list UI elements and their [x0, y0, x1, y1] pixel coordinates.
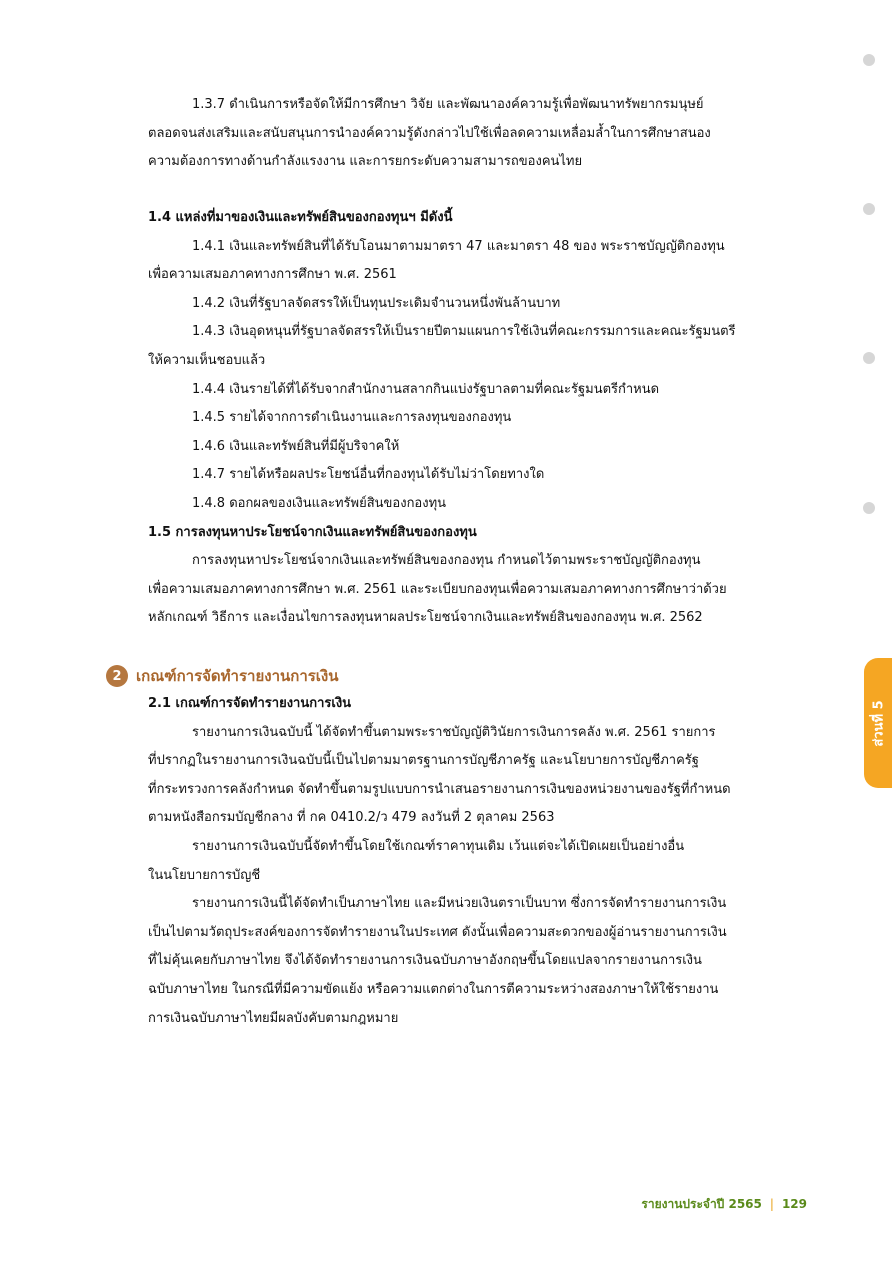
section-1-5-heading: 1.5 การลงทุนหาประโยชน์จากเงินและทรัพย์สินของกองทุน	[148, 524, 477, 540]
intro-line: ตลอดจนส่งเสริมและสนับสนุนการนำองค์ความรู้ดังกล่าวไปใช้เพื่อลดความเหลื่อมล้ำในการศึกษาสนอง	[148, 125, 711, 141]
para3-line: ที่ไม่คุ้นเคยกับภาษาไทย จึงได้จัดทำรายงานการเงินฉบับภาษาอังกฤษขึ้นโดยแปลจากรายงานการเงิน	[148, 953, 702, 969]
section-side-tab[interactable]	[864, 658, 892, 788]
item-1-4-1-cont: เพื่อความเสมอภาคทางการศึกษา พ.ศ. 2561	[148, 267, 397, 283]
intro-line: 1.3.7 ดำเนินการหรือจัดให้มีการศึกษา วิจัย และพัฒนาองค์ความรู้เพื่อพัฒนาทรัพยากรมนุษย์	[192, 97, 704, 112]
intro-line: ความต้องการทางด้านกำลังแรงงาน และการยกระดับความสามารถของคนไทย	[148, 154, 583, 170]
page-footer	[641, 1195, 807, 1214]
para3-line: การเงินฉบับภาษาไทยมีผลบังคับตามกฎหมาย	[148, 1010, 399, 1026]
para3-line: รายงานการเงินนี้ได้จัดทำเป็นภาษาไทย และมีหน่วยเงินตราเป็นบาท ซึ่งการจัดทำรายงานการเงิน	[192, 896, 727, 912]
item-1-4-4: 1.4.4 เงินรายได้ที่ได้รับจากสำนักงานสลากกินแบ่งรัฐบาลตามที่คณะรัฐมนตรีกำหนด	[192, 381, 660, 397]
footer-separator: |	[769, 1197, 774, 1211]
para1-line: รายงานการเงินฉบับนี้ ได้จัดทำขึ้นตามพระราชบัญญัติวินัยการเงินการคลัง พ.ศ. 2561 รายการ	[192, 724, 716, 740]
para2-line: รายงานการเงินฉบับนี้จัดทำขึ้นโดยใช้เกณฑ์ราคาทุนเดิม เว้นแต่จะได้เปิดเผยเป็นอย่างอื่น	[192, 838, 685, 854]
item-1-4-1: 1.4.1 เงินและทรัพย์สินที่ได้รับโอนมาตามมาตรา 47 และมาตรา 48 ของ พระราชบัญญัติกองทุน	[192, 238, 725, 254]
intro-paragraph	[148, 91, 808, 177]
section-number-badge: 2	[106, 665, 128, 687]
section-1-4	[148, 204, 808, 633]
item-1-4-5: 1.4.5 รายได้จากการดำเนินงานและการลงทุนของกองทุน	[192, 410, 512, 426]
section-2-1-heading: 2.1 เกณฑ์การจัดทำรายงานการเงิน	[148, 696, 352, 711]
section-2-1	[148, 690, 808, 1033]
margin-dot-2	[863, 203, 875, 215]
para1-line: ที่ปรากฏในรายงานการเงินฉบับนี้เป็นไปตามมาตรฐานการบัญชีภาครัฐ และนโยบายการบัญชีภาครัฐ	[148, 753, 699, 769]
section-1-5-line: หลักเกณฑ์ วิธีการ และเงื่อนไขการลงทุนหาผลประโยชน์จากเงินและทรัพย์สินของกองทุน พ.ศ. 2562	[148, 610, 703, 626]
section-2-heading	[106, 663, 339, 689]
para1-line: ตามหนังสือกรมบัญชีกลาง ที่ กค 0410.2/ว 479 ลงวันที่ 2 ตุลาคม 2563	[148, 810, 555, 826]
para3-line: ฉบับภาษาไทย ในกรณีที่มีความขัดแย้ง หรือความแตกต่างในการตีความระหว่างสองภาษาให้ใช้รายงาน	[148, 981, 719, 997]
section-1-4-heading: 1.4 แหล่งที่มาของเงินและทรัพย์สินของกองทุนฯ มีดังนี้	[148, 210, 453, 225]
section-2-title: เกณฑ์การจัดทำรายงานการเงิน	[136, 667, 339, 685]
footer-report-title: รายงานประจำปี 2565	[641, 1197, 762, 1211]
para3-line: เป็นไปตามวัตถุประสงค์ของการจัดทำรายงานในประเทศ ดังนั้นเพื่อความสะดวกของผู้อ่านรายงานการเงิน	[148, 924, 727, 940]
section-side-tab-label: ส่วนที่ 5	[871, 699, 887, 747]
section-1-5-line: เพื่อความเสมอภาคทางการศึกษา พ.ศ. 2561 และระเบียบกองทุนเพื่อความเสมอภาคทางการศึกษาว่าด้วย	[148, 581, 727, 597]
section-1-5-line: การลงทุนหาประโยชน์จากเงินและทรัพย์สินของกองทุน กำหนดไว้ตามพระราชบัญญัติกองทุน	[192, 553, 701, 569]
para1-line: ที่กระทรวงการคลังกำหนด จัดทำขึ้นตามรูปแบบการนำเสนอรายงานการเงินของหน่วยงานของรัฐที่กำหนด	[148, 781, 731, 797]
margin-dot-4	[863, 502, 875, 514]
para2-line: ในนโยบายการบัญชี	[148, 867, 261, 883]
margin-dot-3	[863, 352, 875, 364]
item-1-4-3-cont: ให้ความเห็นชอบแล้ว	[148, 352, 266, 368]
margin-dot-1	[863, 54, 875, 66]
page-number: 129	[781, 1197, 807, 1211]
item-1-4-3: 1.4.3 เงินอุดหนุนที่รัฐบาลจัดสรรให้เป็นรายปีตามแผนการใช้เงินที่คณะกรรมการและคณะรัฐมนตรี	[192, 324, 736, 340]
item-1-4-6: 1.4.6 เงินและทรัพย์สินที่มีผู้บริจาคให้	[192, 438, 400, 454]
item-1-4-7: 1.4.7 รายได้หรือผลประโยชน์อื่นที่กองทุนได้รับไม่ว่าโดยทางใด	[192, 467, 545, 483]
item-1-4-2: 1.4.2 เงินที่รัฐบาลจัดสรรให้เป็นทุนประเดิมจำนวนหนึ่งพันล้านบาท	[192, 295, 561, 311]
item-1-4-8: 1.4.8 ดอกผลของเงินและทรัพย์สินของกองทุน	[192, 495, 447, 511]
